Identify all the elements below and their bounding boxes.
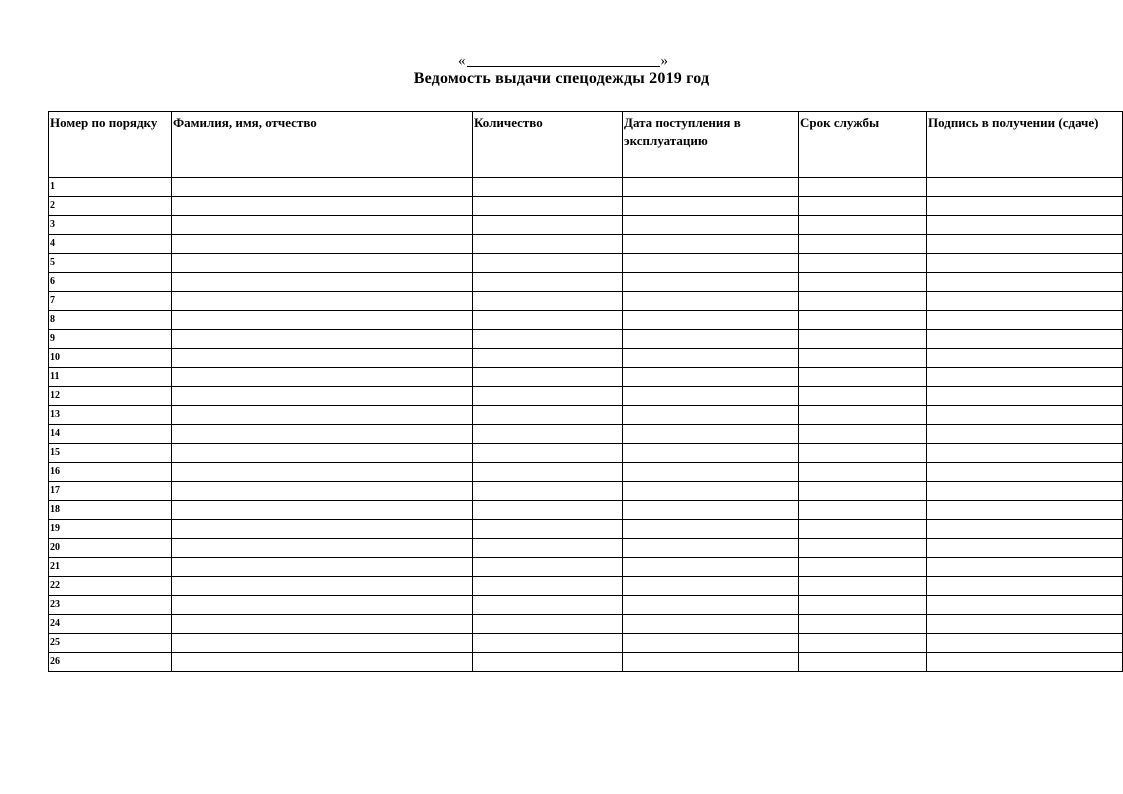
table-row bbox=[49, 197, 1123, 216]
signature-cell[interactable] bbox=[927, 368, 1123, 387]
full-name-cell[interactable] bbox=[172, 387, 473, 406]
table-row bbox=[49, 558, 1123, 577]
quantity-cell[interactable] bbox=[473, 273, 623, 292]
signature-cell[interactable] bbox=[927, 463, 1123, 482]
full-name-cell[interactable] bbox=[172, 178, 473, 197]
quantity-cell[interactable] bbox=[473, 387, 623, 406]
row-number-cell: 19 bbox=[49, 520, 172, 539]
service-life-cell[interactable] bbox=[799, 558, 927, 577]
row-number-cell: 10 bbox=[49, 349, 172, 368]
row-number-cell: 25 bbox=[49, 634, 172, 653]
service-life-cell[interactable] bbox=[799, 387, 927, 406]
quote-close: » bbox=[660, 53, 668, 69]
signature-cell[interactable] bbox=[927, 292, 1123, 311]
full-name-cell[interactable] bbox=[172, 444, 473, 463]
full-name-cell[interactable] bbox=[172, 463, 473, 482]
service-life-cell[interactable] bbox=[799, 216, 927, 235]
quantity-cell[interactable] bbox=[473, 311, 623, 330]
row-number-cell: 24 bbox=[49, 615, 172, 634]
quantity-cell[interactable] bbox=[473, 463, 623, 482]
table-row bbox=[49, 216, 1123, 235]
full-name-cell[interactable] bbox=[172, 653, 473, 672]
quantity-cell[interactable] bbox=[473, 197, 623, 216]
quote-open: « bbox=[458, 53, 466, 69]
table-row bbox=[49, 539, 1123, 558]
date-cell[interactable] bbox=[623, 330, 799, 349]
signature-cell[interactable] bbox=[927, 197, 1123, 216]
full-name-cell[interactable] bbox=[172, 311, 473, 330]
table-row bbox=[49, 615, 1123, 634]
row-number-cell: 1 bbox=[49, 178, 172, 197]
table-row bbox=[49, 273, 1123, 292]
service-life-cell[interactable] bbox=[799, 444, 927, 463]
quantity-cell[interactable] bbox=[473, 615, 623, 634]
full-name-cell[interactable] bbox=[172, 273, 473, 292]
table-row bbox=[49, 311, 1123, 330]
organization-name-line bbox=[458, 50, 668, 70]
signature-cell[interactable] bbox=[927, 349, 1123, 368]
column-header-date: Дата поступления в эксплуатацию bbox=[623, 112, 799, 178]
service-life-cell[interactable] bbox=[799, 634, 927, 653]
signature-cell[interactable] bbox=[927, 558, 1123, 577]
row-number-cell: 3 bbox=[49, 216, 172, 235]
signature-cell[interactable] bbox=[927, 387, 1123, 406]
service-life-cell[interactable] bbox=[799, 653, 927, 672]
table-row bbox=[49, 596, 1123, 615]
date-cell[interactable] bbox=[623, 577, 799, 596]
table-row bbox=[49, 577, 1123, 596]
table-row bbox=[49, 463, 1123, 482]
table-row bbox=[49, 425, 1123, 444]
table-row bbox=[49, 444, 1123, 463]
table-row bbox=[49, 349, 1123, 368]
date-cell[interactable] bbox=[623, 235, 799, 254]
date-cell[interactable] bbox=[623, 653, 799, 672]
full-name-cell[interactable] bbox=[172, 216, 473, 235]
table-header-row bbox=[49, 112, 1123, 178]
signature-cell[interactable] bbox=[927, 520, 1123, 539]
signature-cell[interactable] bbox=[927, 425, 1123, 444]
row-number-cell: 11 bbox=[49, 368, 172, 387]
service-life-cell[interactable] bbox=[799, 254, 927, 273]
row-number-cell: 20 bbox=[49, 539, 172, 558]
column-header-quantity: Количество bbox=[473, 112, 623, 178]
table-row bbox=[49, 292, 1123, 311]
quantity-cell[interactable] bbox=[473, 596, 623, 615]
signature-cell[interactable] bbox=[927, 444, 1123, 463]
signature-cell[interactable] bbox=[927, 330, 1123, 349]
quantity-cell[interactable] bbox=[473, 292, 623, 311]
quantity-cell[interactable] bbox=[473, 558, 623, 577]
table-row bbox=[49, 330, 1123, 349]
full-name-cell[interactable] bbox=[172, 596, 473, 615]
document-title: Ведомость выдачи спецодежды 2019 год bbox=[413, 70, 710, 87]
row-number-cell: 13 bbox=[49, 406, 172, 425]
table-row bbox=[49, 520, 1123, 539]
organization-name-blank[interactable] bbox=[467, 52, 660, 67]
date-cell[interactable] bbox=[623, 444, 799, 463]
full-name-cell[interactable] bbox=[172, 482, 473, 501]
quantity-cell[interactable] bbox=[473, 406, 623, 425]
service-life-cell[interactable] bbox=[799, 197, 927, 216]
service-life-cell[interactable] bbox=[799, 425, 927, 444]
full-name-cell[interactable] bbox=[172, 539, 473, 558]
service-life-cell[interactable] bbox=[799, 235, 927, 254]
date-cell[interactable] bbox=[623, 482, 799, 501]
signature-cell[interactable] bbox=[927, 577, 1123, 596]
full-name-cell[interactable] bbox=[172, 615, 473, 634]
signature-cell[interactable] bbox=[927, 634, 1123, 653]
row-number-cell: 8 bbox=[49, 311, 172, 330]
date-cell[interactable] bbox=[623, 178, 799, 197]
table-row bbox=[49, 254, 1123, 273]
table-row bbox=[49, 178, 1123, 197]
full-name-cell[interactable] bbox=[172, 577, 473, 596]
column-header-signature: Подпись в получении (сдаче) bbox=[927, 112, 1123, 178]
service-life-cell[interactable] bbox=[799, 330, 927, 349]
date-cell[interactable] bbox=[623, 634, 799, 653]
date-cell[interactable] bbox=[623, 197, 799, 216]
date-cell[interactable] bbox=[623, 501, 799, 520]
row-number-cell: 14 bbox=[49, 425, 172, 444]
full-name-cell[interactable] bbox=[172, 197, 473, 216]
service-life-cell[interactable] bbox=[799, 349, 927, 368]
row-number-cell: 17 bbox=[49, 482, 172, 501]
date-cell[interactable] bbox=[623, 406, 799, 425]
quantity-cell[interactable] bbox=[473, 254, 623, 273]
table-row bbox=[49, 482, 1123, 501]
table-row bbox=[49, 368, 1123, 387]
table-row bbox=[49, 501, 1123, 520]
full-name-cell[interactable] bbox=[172, 520, 473, 539]
column-header-full-name: Фамилия, имя, отчество bbox=[172, 112, 473, 178]
service-life-cell[interactable] bbox=[799, 273, 927, 292]
table-row bbox=[49, 235, 1123, 254]
row-number-cell: 9 bbox=[49, 330, 172, 349]
table-row bbox=[49, 406, 1123, 425]
column-header-service-life: Срок службы bbox=[799, 112, 927, 178]
full-name-cell[interactable] bbox=[172, 558, 473, 577]
quantity-cell[interactable] bbox=[473, 577, 623, 596]
service-life-cell[interactable] bbox=[799, 292, 927, 311]
row-number-cell: 6 bbox=[49, 273, 172, 292]
date-cell[interactable] bbox=[623, 216, 799, 235]
table-row bbox=[49, 634, 1123, 653]
full-name-cell[interactable] bbox=[172, 235, 473, 254]
signature-cell[interactable] bbox=[927, 235, 1123, 254]
signature-cell[interactable] bbox=[927, 653, 1123, 672]
quantity-cell[interactable] bbox=[473, 653, 623, 672]
row-number-cell: 26 bbox=[49, 653, 172, 672]
date-cell[interactable] bbox=[623, 558, 799, 577]
quantity-cell[interactable] bbox=[473, 520, 623, 539]
date-cell[interactable] bbox=[623, 254, 799, 273]
service-life-cell[interactable] bbox=[799, 539, 927, 558]
row-number-cell: 18 bbox=[49, 501, 172, 520]
service-life-cell[interactable] bbox=[799, 463, 927, 482]
signature-cell[interactable] bbox=[927, 273, 1123, 292]
row-number-cell: 16 bbox=[49, 463, 172, 482]
date-cell[interactable] bbox=[623, 425, 799, 444]
signature-cell[interactable] bbox=[927, 596, 1123, 615]
table-row bbox=[49, 387, 1123, 406]
service-life-cell[interactable] bbox=[799, 520, 927, 539]
signature-cell[interactable] bbox=[927, 482, 1123, 501]
date-cell[interactable] bbox=[623, 273, 799, 292]
full-name-cell[interactable] bbox=[172, 330, 473, 349]
date-cell[interactable] bbox=[623, 349, 799, 368]
date-cell[interactable] bbox=[623, 292, 799, 311]
date-cell[interactable] bbox=[623, 539, 799, 558]
row-number-cell: 23 bbox=[49, 596, 172, 615]
quantity-cell[interactable] bbox=[473, 482, 623, 501]
quantity-cell[interactable] bbox=[473, 330, 623, 349]
service-life-cell[interactable] bbox=[799, 406, 927, 425]
signature-cell[interactable] bbox=[927, 615, 1123, 634]
date-cell[interactable] bbox=[623, 463, 799, 482]
date-cell[interactable] bbox=[623, 596, 799, 615]
service-life-cell[interactable] bbox=[799, 577, 927, 596]
quantity-cell[interactable] bbox=[473, 235, 623, 254]
signature-cell[interactable] bbox=[927, 216, 1123, 235]
quantity-cell[interactable] bbox=[473, 501, 623, 520]
date-cell[interactable] bbox=[623, 615, 799, 634]
signature-cell[interactable] bbox=[927, 254, 1123, 273]
row-number-cell: 7 bbox=[49, 292, 172, 311]
full-name-cell[interactable] bbox=[172, 292, 473, 311]
quantity-cell[interactable] bbox=[473, 216, 623, 235]
service-life-cell[interactable] bbox=[799, 615, 927, 634]
service-life-cell[interactable] bbox=[799, 596, 927, 615]
row-number-cell: 5 bbox=[49, 254, 172, 273]
row-number-cell: 22 bbox=[49, 577, 172, 596]
signature-cell[interactable] bbox=[927, 178, 1123, 197]
quantity-cell[interactable] bbox=[473, 368, 623, 387]
quantity-cell[interactable] bbox=[473, 634, 623, 653]
full-name-cell[interactable] bbox=[172, 501, 473, 520]
full-name-cell[interactable] bbox=[172, 406, 473, 425]
quantity-cell[interactable] bbox=[473, 539, 623, 558]
signature-cell[interactable] bbox=[927, 406, 1123, 425]
service-life-cell[interactable] bbox=[799, 368, 927, 387]
date-cell[interactable] bbox=[623, 520, 799, 539]
quantity-cell[interactable] bbox=[473, 178, 623, 197]
quantity-cell[interactable] bbox=[473, 444, 623, 463]
date-cell[interactable] bbox=[623, 368, 799, 387]
row-number-cell: 2 bbox=[49, 197, 172, 216]
row-number-cell: 4 bbox=[49, 235, 172, 254]
quantity-cell[interactable] bbox=[473, 349, 623, 368]
service-life-cell[interactable] bbox=[799, 311, 927, 330]
date-cell[interactable] bbox=[623, 311, 799, 330]
quantity-cell[interactable] bbox=[473, 425, 623, 444]
row-number-cell: 21 bbox=[49, 558, 172, 577]
column-header-number: Номер по порядку bbox=[49, 112, 172, 178]
full-name-cell[interactable] bbox=[172, 634, 473, 653]
signature-cell[interactable] bbox=[927, 539, 1123, 558]
issuance-register-table bbox=[48, 111, 1123, 672]
signature-cell[interactable] bbox=[927, 501, 1123, 520]
service-life-cell[interactable] bbox=[799, 501, 927, 520]
row-number-cell: 15 bbox=[49, 444, 172, 463]
row-number-cell: 12 bbox=[49, 387, 172, 406]
full-name-cell[interactable] bbox=[172, 349, 473, 368]
service-life-cell[interactable] bbox=[799, 178, 927, 197]
full-name-cell[interactable] bbox=[172, 425, 473, 444]
table-row bbox=[49, 653, 1123, 672]
signature-cell[interactable] bbox=[927, 311, 1123, 330]
date-cell[interactable] bbox=[623, 387, 799, 406]
service-life-cell[interactable] bbox=[799, 482, 927, 501]
full-name-cell[interactable] bbox=[172, 368, 473, 387]
full-name-cell[interactable] bbox=[172, 254, 473, 273]
